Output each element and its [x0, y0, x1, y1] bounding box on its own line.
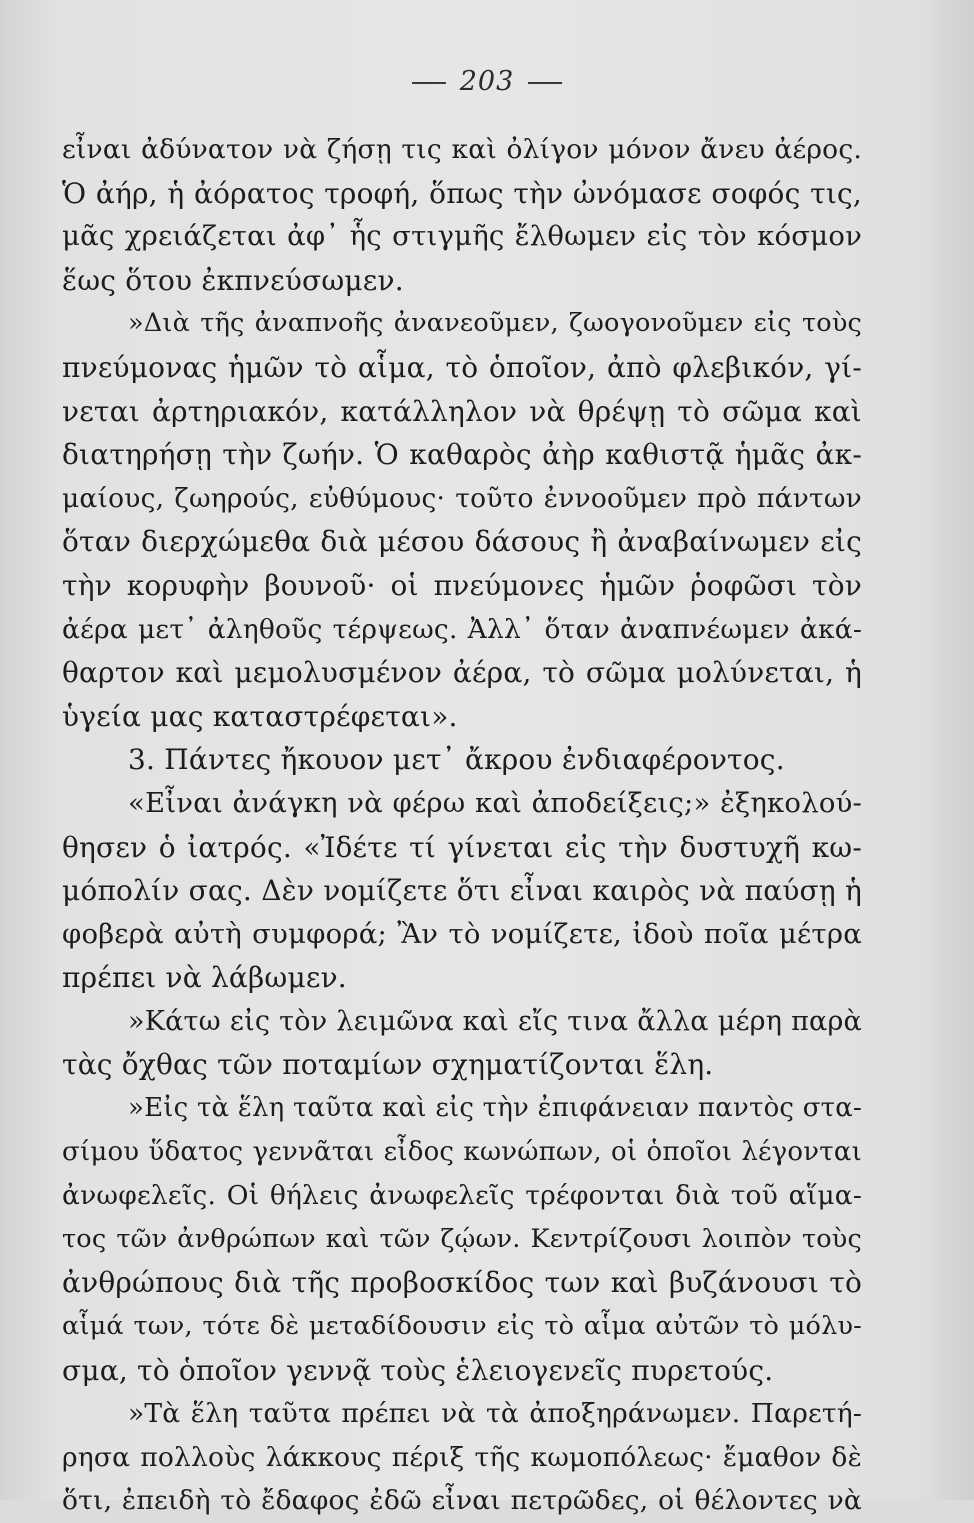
text-line: ὑγεία μας καταστρέφεται».: [62, 699, 458, 733]
text-line: τὴν κορυφὴν βουνοῦ· οἱ πνεύμονες ἡμῶν ῥοφῶσι τὸν: [62, 568, 862, 602]
text-line: ὅτι, ἐπειδὴ τὸ ἔδαφος ἐδῶ εἶναι πετρῶδες, οἱ θέλοντες νὰ: [62, 1485, 862, 1517]
text-line: ἀνθρώπους διὰ τῆς προβοσκίδος των καὶ βυζάνουσι τὸ: [62, 1266, 862, 1300]
text-line: μᾶς χρειάζεται ἀφ᾿ ἧς στιγμῆς ἔλθωμεν εἰς τὸν κόσμον: [62, 220, 862, 253]
left-dash: [412, 82, 446, 84]
text-line: «Εἶναι ἀνάγκη νὰ φέρω καὶ ἀποδείξεις;» ἐξηκολού-: [128, 786, 862, 819]
text-line: θαρτον καὶ μεμολυσμένον ἀέρα, τὸ σῶμα μολύνεται, ἡ: [62, 656, 862, 690]
text-line: πνεύμονας ἡμῶν τὸ αἷμα, τὸ ὁποῖον, ἀπὸ φλεβικόν, γί-: [62, 350, 862, 384]
text-line: μαίους, ζωηρούς, εὐθύμους· τοῦτο ἐννοοῦμεν πρὸ πάντων: [62, 482, 862, 514]
text-line: σμα, τὸ ὁποῖον γεννᾷ τοὺς ἑλειογενεῖς πυρετούς.: [62, 1353, 774, 1387]
text-line: πρέπει νὰ λάβωμεν.: [62, 961, 347, 995]
text-line: διατηρήσῃ τὴν ζωήν. Ὁ καθαρὸς ἀὴρ καθιστᾷ ἡμᾶς ἀκ-: [62, 438, 862, 472]
text-line: τὰς ὄχθας τῶν ποταμίων σχηματίζονται ἕλη.: [62, 1048, 714, 1082]
page-number-value: 203: [459, 66, 515, 97]
text-line: μόπολίν σας. Δὲν νομίζετε ὅτι εἶναι καιρὸς νὰ παύσῃ ἡ: [62, 874, 862, 908]
text-line: ἀέρα μετ᾿ ἀληθοῦς τέρψεως. Ἀλλ᾿ ὅταν ἀναπνέωμεν ἀκά-: [62, 613, 862, 645]
text-line: τος τῶν ἀνθρώπων καὶ τῶν ζῴων. Κεντρίζουσι λοιπὸν τοὺς: [62, 1223, 862, 1254]
text-line: ἕως ὅτου ἐκπνεύσωμεν.: [62, 263, 404, 297]
body-text: [62, 128, 862, 1523]
text-line: »Κάτω εἰς τὸν λειμῶνα καὶ εἴς τινα ἄλλα μέρη παρὰ: [128, 1005, 862, 1037]
text-line: εἶναι ἀδύνατον νὰ ζήσῃ τις καὶ ὀλίγον μόνον ἄνευ ἀέρος.: [62, 134, 862, 165]
text-line: αἷμά των, τότε δὲ μεταδίδουσιν εἰς τὸ αἷμα αὐτῶν τὸ μόλυ-: [62, 1311, 862, 1342]
text-line: νεται ἀρτηριακόν, κατάλληλον νὰ θρέψῃ τὸ σῶμα καὶ: [62, 394, 862, 428]
text-line: ρησα πολλοὺς λάκκους πέριξ τῆς κωμοπόλεως· ἔμαθον δὲ: [62, 1441, 862, 1473]
text-line: θησεν ὁ ἰατρός. «Ἰδέτε τί γίνεται εἰς τὴν δυστυχῆ κω-: [62, 830, 862, 864]
text-line: »Εἰς τὰ ἕλη ταῦτα καὶ εἰς τὴν ἐπιφάνειαν παντὸς στα-: [128, 1093, 862, 1124]
right-dash: [528, 82, 562, 84]
text-line: 3. Πάντες ἤκουον μετ᾿ ἄκρου ἐνδιαφέροντος.: [128, 743, 785, 777]
text-line: »Τὰ ἕλη ταῦτα πρέπει νὰ τὰ ἀποξηράνωμεν. Παρετή-: [128, 1398, 862, 1430]
text-line: »Διὰ τῆς ἀναπνοῆς ἀνανεοῦμεν, ζωογονοῦμεν εἰς τοὺς: [128, 308, 862, 339]
page-number: [0, 66, 974, 97]
text-line: Ὁ ἀήρ, ἡ ἀόρατος τροφή, ὅπως τὴν ὠνόμασε σοφός τις,: [62, 176, 862, 210]
text-line: ὅταν διερχώμεθα διὰ μέσου δάσους ἢ ἀναβαίνωμεν εἰς: [62, 525, 862, 559]
text-line: ἀνωφελεῖς. Οἱ θήλεις ἀνωφελεῖς τρέφονται διὰ τοῦ αἵμα-: [62, 1180, 862, 1212]
text-line: σίμου ὕδατος γεννᾶται εἶδος κωνώπων, οἱ ὁποῖοι λέγονται: [62, 1136, 862, 1167]
text-line: φοβερὰ αὐτὴ συμφορά; Ἂν τὸ νομίζετε, ἰδοὺ ποῖα μέτρα: [62, 917, 862, 950]
